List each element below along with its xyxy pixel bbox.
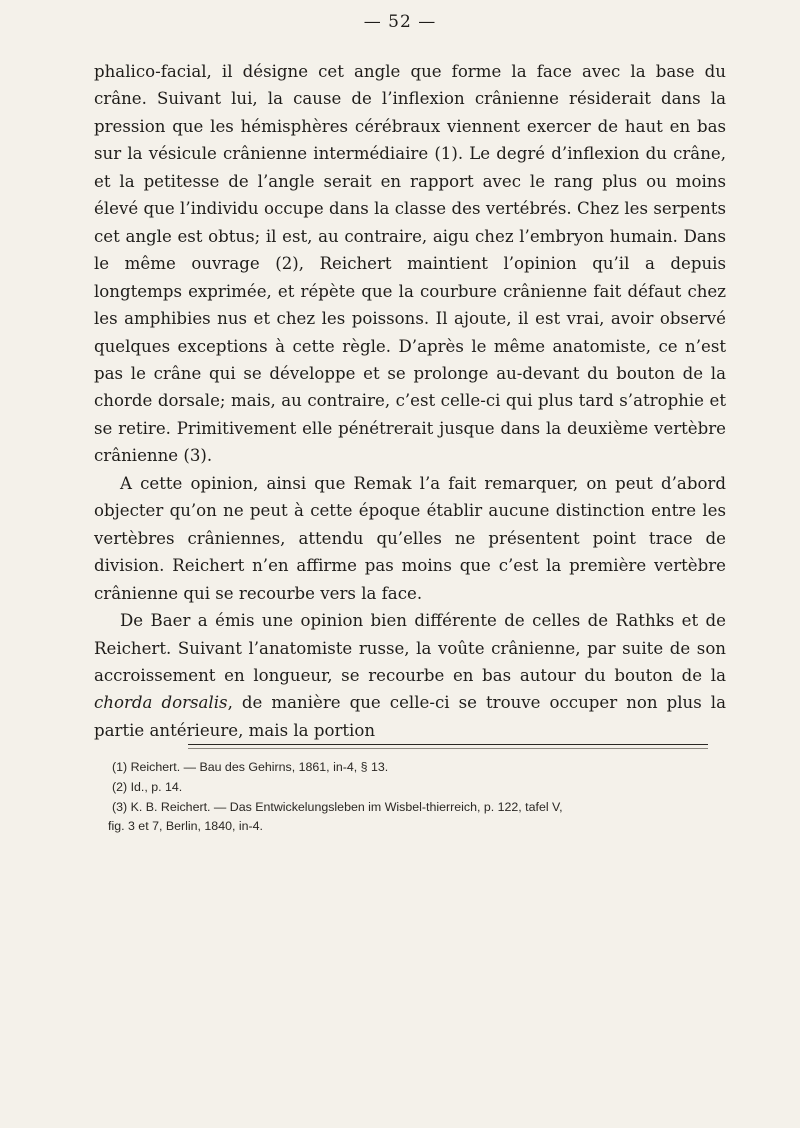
paragraph-2: A cette opinion, ainsi que Remak l’a fait remarquer, on peut d’abord objecter qu’on ne peut à cette époque établir aucune distinction entre les vertèbres crâniennes, attendu qu’elles ne présentent point trace de division. Reichert n’en affirme pas moins que c’est la première vertèbre crânienne qui se recourbe vers la face.	[94, 473, 726, 603]
footnote-1: (1) Reichert. — Bau des Gehirns, 1861, in-4, § 13.	[112, 760, 389, 774]
paragraph-3-text-b: , de manière que celle-ci se trouve occuper non plus la partie antérieure, mais la portion	[94, 693, 727, 740]
footnote-3-continuation: fig. 3 et 7, Berlin, 1840, in-4.	[108, 819, 263, 834]
footnote-3: (3) K. B. Reichert. — Das Entwickelungsleben im Wisbel-thierreich, p. 122, tafel V,	[112, 799, 563, 814]
paragraph-1: phalico-facial, il désigne cet angle que forme la face avec la base du crâne. Suivant lui, la cause de l’inflexion crânienne résiderait dans la pression que les hémisphères cérébraux viennent exercer de haut en bas sur la vésicule crânienne intermédiaire (1). Le degré d’inflexion du crâne, et la petitesse de l’angle serait en rapport avec le rang plus ou moins élevé que l’individu occupe dans la classe des vertébrés. Chez les serpents cet angle est obtus; il est, au contraire, aigu chez l’embryon humain. Dans le même ouvrage (2), Reichert maintient l’opinion qu’il a depuis longtemps exprimée, et répète que la courbure crânienne fait défaut chez les amphibies nus et chez les poissons. Il ajoute, il est vrai, avoir observé quelques exceptions à cette règle. D’après le même anatomiste, ce n’est pas le crâne qui se développe et se prolonge au-devant du bouton de la chorde dorsale; mais, au contraire, c’est celle-ci qui plus tard s’atrophie et se retire. Primitivement elle pénétrerait jusque dans la deuxième vertèbre crânienne (3).	[94, 62, 726, 466]
footnote-separator-secondary	[188, 748, 708, 749]
footnote-separator	[188, 744, 708, 745]
body-text	[94, 58, 726, 744]
paragraph-3-text-a: De Baer a émis une opinion bien différente de celles de Rathks et de Reichert. Suivant l’anatomiste russe, la voûte crânienne, par suite de son accroissement en longueur, se recourbe en bas autour du bouton de la	[94, 611, 726, 685]
page-number: — 52 —	[363, 12, 437, 32]
paragraph-3	[94, 607, 726, 744]
paragraph-3-italic-term: chorda dorsalis	[94, 693, 228, 713]
footnotes	[108, 758, 712, 837]
footnote-2: (2) Id., p. 14.	[112, 779, 183, 794]
